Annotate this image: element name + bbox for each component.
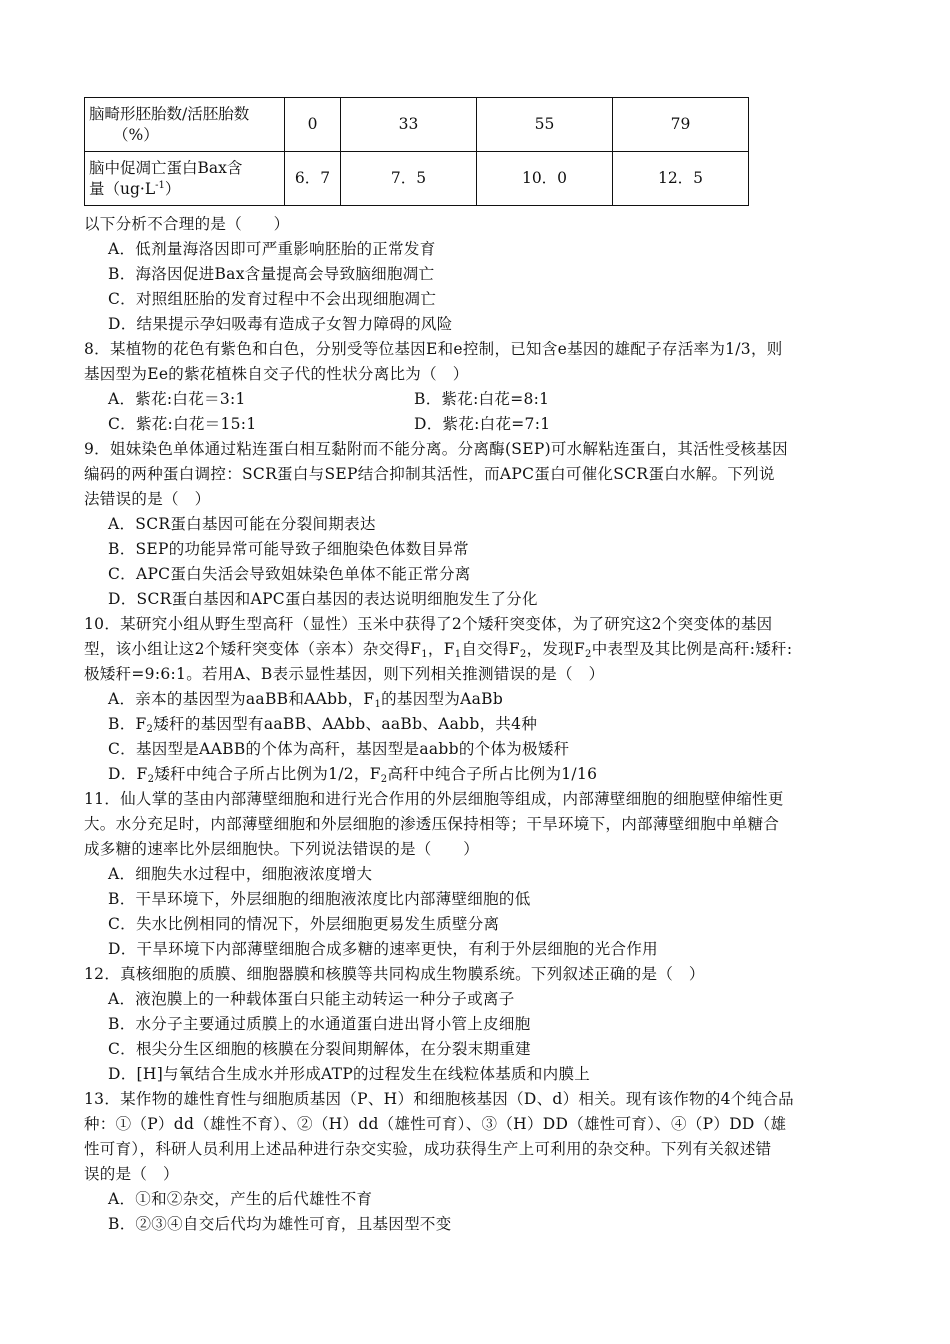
question-stem: 10．某研究小组从野生型高秆（显性）玉米中获得了2个矮秆突变体，为了研究这2个突变体的基因	[84, 615, 773, 633]
option: B．SEP的功能异常可能导致子细胞染色体数目异常	[108, 540, 469, 558]
question-stem: 性可育），科研人员利用上述品种进行杂交实验，成功获得生产上可利用的杂交种。下列有关叙述错	[84, 1140, 772, 1158]
option: B．干旱环境下，外层细胞的细胞液浓度比内部薄壁细胞的低	[108, 890, 531, 908]
question-stem: 成多糖的速率比外层细胞快。下列说法错误的是（ ）	[84, 840, 480, 858]
table-cell: 79	[613, 98, 749, 152]
question-stem: 误的是（ ）	[84, 1165, 179, 1183]
option: C．失水比例相同的情况下，外层细胞更易发生质壁分离	[108, 915, 500, 933]
question-stem: 8．某植物的花色有紫色和白色，分别受等位基因E和e控制，已知含e基因的雄配子存活率为1/3，则	[84, 340, 783, 358]
question-stem: 9．姐妹染色单体通过粘连蛋白相互黏附而不能分离。分离酶(SEP)可水解粘连蛋白，其活性受核基因	[84, 440, 788, 458]
option: C．APC蛋白失活会导致姐妹染色单体不能正常分离	[108, 565, 471, 583]
option: A．SCR蛋白基因可能在分裂间期表达	[108, 515, 376, 533]
option: D．$F_2$矮秆中纯合子所占比例为1/2，$F_2$高秆中纯合子所占比例为1/16	[108, 765, 598, 785]
option: B．②③④自交后代均为雄性可育，且基因型不变	[108, 1215, 452, 1233]
question-stem: 型，该小组让这2个矮秆突变体（亲本）杂交得$F_1$，$F_1$自交得$F_2$，发现$F_2$中表型及其比例是高秆:矮秆:	[84, 640, 793, 660]
table-row	[85, 98, 749, 152]
option: A．液泡膜上的一种载体蛋白只能主动转运一种分子或离子	[108, 990, 515, 1008]
question-stem: 大。水分充足时，内部薄壁细胞和外层细胞的渗透压保持相等；干旱环境下，内部薄壁细胞中单糖合	[84, 815, 780, 833]
table-cell: 55	[477, 98, 613, 152]
option: D．紫花:白花=7:1	[414, 415, 551, 433]
option: B．$F_2$矮秆的基因型有aaBB、AAbb、aaBb、Aabb，共4种	[108, 715, 538, 735]
question-stem: 12．真核细胞的质膜、细胞器膜和核膜等共同构成生物膜系统。下列叙述正确的是（ ）	[84, 965, 705, 983]
option: A．紫花:白花＝3:1	[108, 390, 246, 408]
table-cell: 7．5	[341, 152, 477, 206]
question-stem: 种：①（P）dd（雄性不育）、②（H）dd（雄性可育）、③（H）DD（雄性可育）、④（P）DD（雄	[84, 1115, 787, 1133]
option: A．低剂量海洛因即可严重影响胚胎的正常发育	[108, 240, 436, 258]
question-stem: 基因型为Ee的紫花植株自交子代的性状分离比为（ ）	[84, 365, 469, 383]
option: D．结果提示孕妇吸毒有造成子女智力障碍的风险	[108, 315, 453, 333]
question-stem: 13．某作物的雄性育性与细胞质基因（P、H）和细胞核基因（D、d）相关。现有该作物的4个纯合品	[84, 1090, 794, 1108]
option: C．基因型是AABB的个体为高秆，基因型是aabb的个体为极矮秆	[108, 740, 570, 758]
option: B．水分子主要通过质膜上的水通道蛋白进出肾小管上皮细胞	[108, 1015, 531, 1033]
option: B．紫花:白花=8:1	[414, 390, 550, 408]
option: C．根尖分生区细胞的核膜在分裂间期解体，在分裂末期重建	[108, 1040, 531, 1058]
question-stem: 11．仙人掌的茎由内部薄壁细胞和进行光合作用的外层细胞等组成，内部薄壁细胞的细胞壁伸缩性更	[84, 790, 784, 808]
table-row-label: 脑中促凋亡蛋白Bax含 量$(ug\cdot L^{-1})$	[85, 152, 285, 206]
question-stem: 极矮秆=9:6:1。若用A、B表示显性基因，则下列相关推测错误的是（ ）	[84, 665, 605, 683]
table-cell: 0	[285, 98, 341, 152]
question-stem: 以下分析不合理的是（ ）	[84, 215, 290, 233]
table-row-label: 脑畸形胚胎数/活胚胎数 （%）	[85, 98, 285, 152]
table-cell: 10．0	[477, 152, 613, 206]
option: C．紫花:白花＝15:1	[108, 415, 257, 433]
table-cell: 12．5	[613, 152, 749, 206]
option: B．海洛因促进Bax含量提高会导致脑细胞凋亡	[108, 265, 435, 283]
table-cell: 33	[341, 98, 477, 152]
question-stem: 法错误的是（ ）	[84, 490, 211, 508]
option: A．亲本的基因型为aaBB和AAbb，$F_1$的基因型为AaBb	[108, 690, 504, 710]
option: A．细胞失水过程中，细胞液浓度增大	[108, 865, 373, 883]
table-row	[85, 152, 749, 206]
option: D．[H]与氧结合生成水并形成ATP的过程发生在线粒体基质和内膜上	[108, 1065, 591, 1083]
option: A．①和②杂交，产生的后代雄性不育	[108, 1190, 373, 1208]
question-stem: 编码的两种蛋白调控：SCR蛋白与SEP结合抑制其活性，而APC蛋白可催化SCR蛋白水解。下列说	[84, 465, 775, 483]
option: C．对照组胚胎的发育过程中不会出现细胞凋亡	[108, 290, 437, 308]
option: D．SCR蛋白基因和APC蛋白基因的表达说明细胞发生了分化	[108, 590, 538, 608]
option: D．干旱环境下内部薄壁细胞合成多糖的速率更快，有利于外层细胞的光合作用	[108, 940, 658, 958]
table-cell: 6．7	[285, 152, 341, 206]
data-table	[84, 97, 749, 206]
